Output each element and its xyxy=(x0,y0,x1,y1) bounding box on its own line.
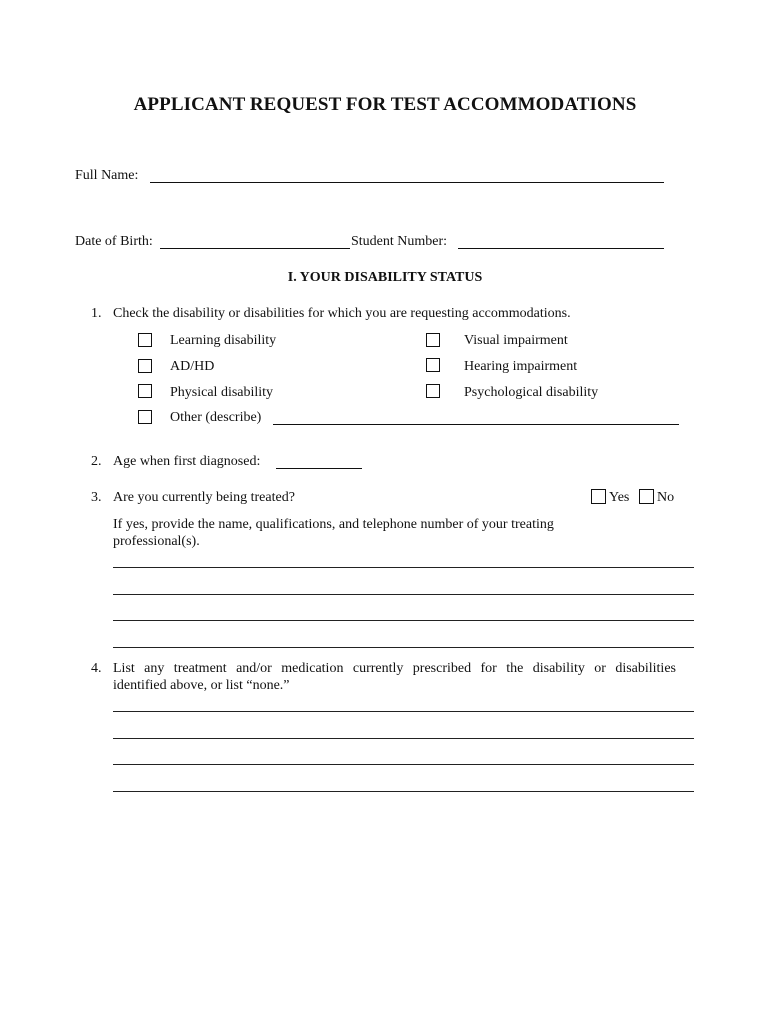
q2-number: 2. xyxy=(91,454,102,469)
q3-answer-line[interactable] xyxy=(113,620,694,621)
hearing-impairment-label: Hearing impairment xyxy=(464,359,578,374)
yes-label: Yes xyxy=(609,490,630,505)
q3-text: Are you currently being treated? xyxy=(113,490,295,505)
q3-followup-line2: professional(s). xyxy=(113,534,200,549)
student-number-label: Student Number: xyxy=(351,234,448,249)
psychological-disability-checkbox[interactable] xyxy=(426,384,440,398)
full-name-field[interactable] xyxy=(150,182,664,183)
q4-number: 4. xyxy=(91,661,102,676)
q4-answer-line[interactable] xyxy=(113,791,694,792)
q3-number: 3. xyxy=(91,490,102,505)
other-label: Other (describe) xyxy=(170,410,262,425)
no-checkbox[interactable] xyxy=(639,489,654,504)
q4-text-line1: List any treatment and/or medication currently prescribed for the disability or disabilities xyxy=(113,661,676,676)
visual-impairment-checkbox[interactable] xyxy=(426,333,440,347)
age-diagnosed-field[interactable] xyxy=(276,468,362,469)
adhd-label: AD/HD xyxy=(170,359,215,374)
section-heading: I. YOUR DISABILITY STATUS xyxy=(287,270,483,285)
q4-answer-line[interactable] xyxy=(113,711,694,712)
other-checkbox[interactable] xyxy=(138,410,152,424)
full-name-label: Full Name: xyxy=(75,168,139,183)
visual-impairment-label: Visual impairment xyxy=(464,333,568,348)
q4-answer-line[interactable] xyxy=(113,764,694,765)
q4-answer-line[interactable] xyxy=(113,738,694,739)
q3-followup-line1: If yes, provide the name, qualifications, and telephone number of your treating xyxy=(113,517,554,532)
physical-disability-label: Physical disability xyxy=(170,385,274,400)
no-label: No xyxy=(657,490,675,505)
physical-disability-checkbox[interactable] xyxy=(138,384,152,398)
q3-answer-line[interactable] xyxy=(113,567,694,568)
learning-disability-label: Learning disability xyxy=(170,333,277,348)
hearing-impairment-checkbox[interactable] xyxy=(426,358,440,372)
q2-text: Age when first diagnosed: xyxy=(113,454,261,469)
q1-number: 1. xyxy=(91,306,102,321)
dob-field[interactable] xyxy=(160,248,350,249)
form-title: APPLICANT REQUEST FOR TEST ACCOMMODATIONS xyxy=(133,94,637,115)
psychological-disability-label: Psychological disability xyxy=(464,385,599,400)
other-describe-field[interactable] xyxy=(273,424,679,425)
student-number-field[interactable] xyxy=(458,248,664,249)
q3-answer-line[interactable] xyxy=(113,647,694,648)
dob-label: Date of Birth: xyxy=(75,234,153,249)
q3-answer-line[interactable] xyxy=(113,594,694,595)
learning-disability-checkbox[interactable] xyxy=(138,333,152,347)
yes-checkbox[interactable] xyxy=(591,489,606,504)
adhd-checkbox[interactable] xyxy=(138,359,152,373)
q4-text-line2: identified above, or list “none.” xyxy=(113,678,290,693)
q1-text: Check the disability or disabilities for which you are requesting accommodations. xyxy=(113,306,571,321)
